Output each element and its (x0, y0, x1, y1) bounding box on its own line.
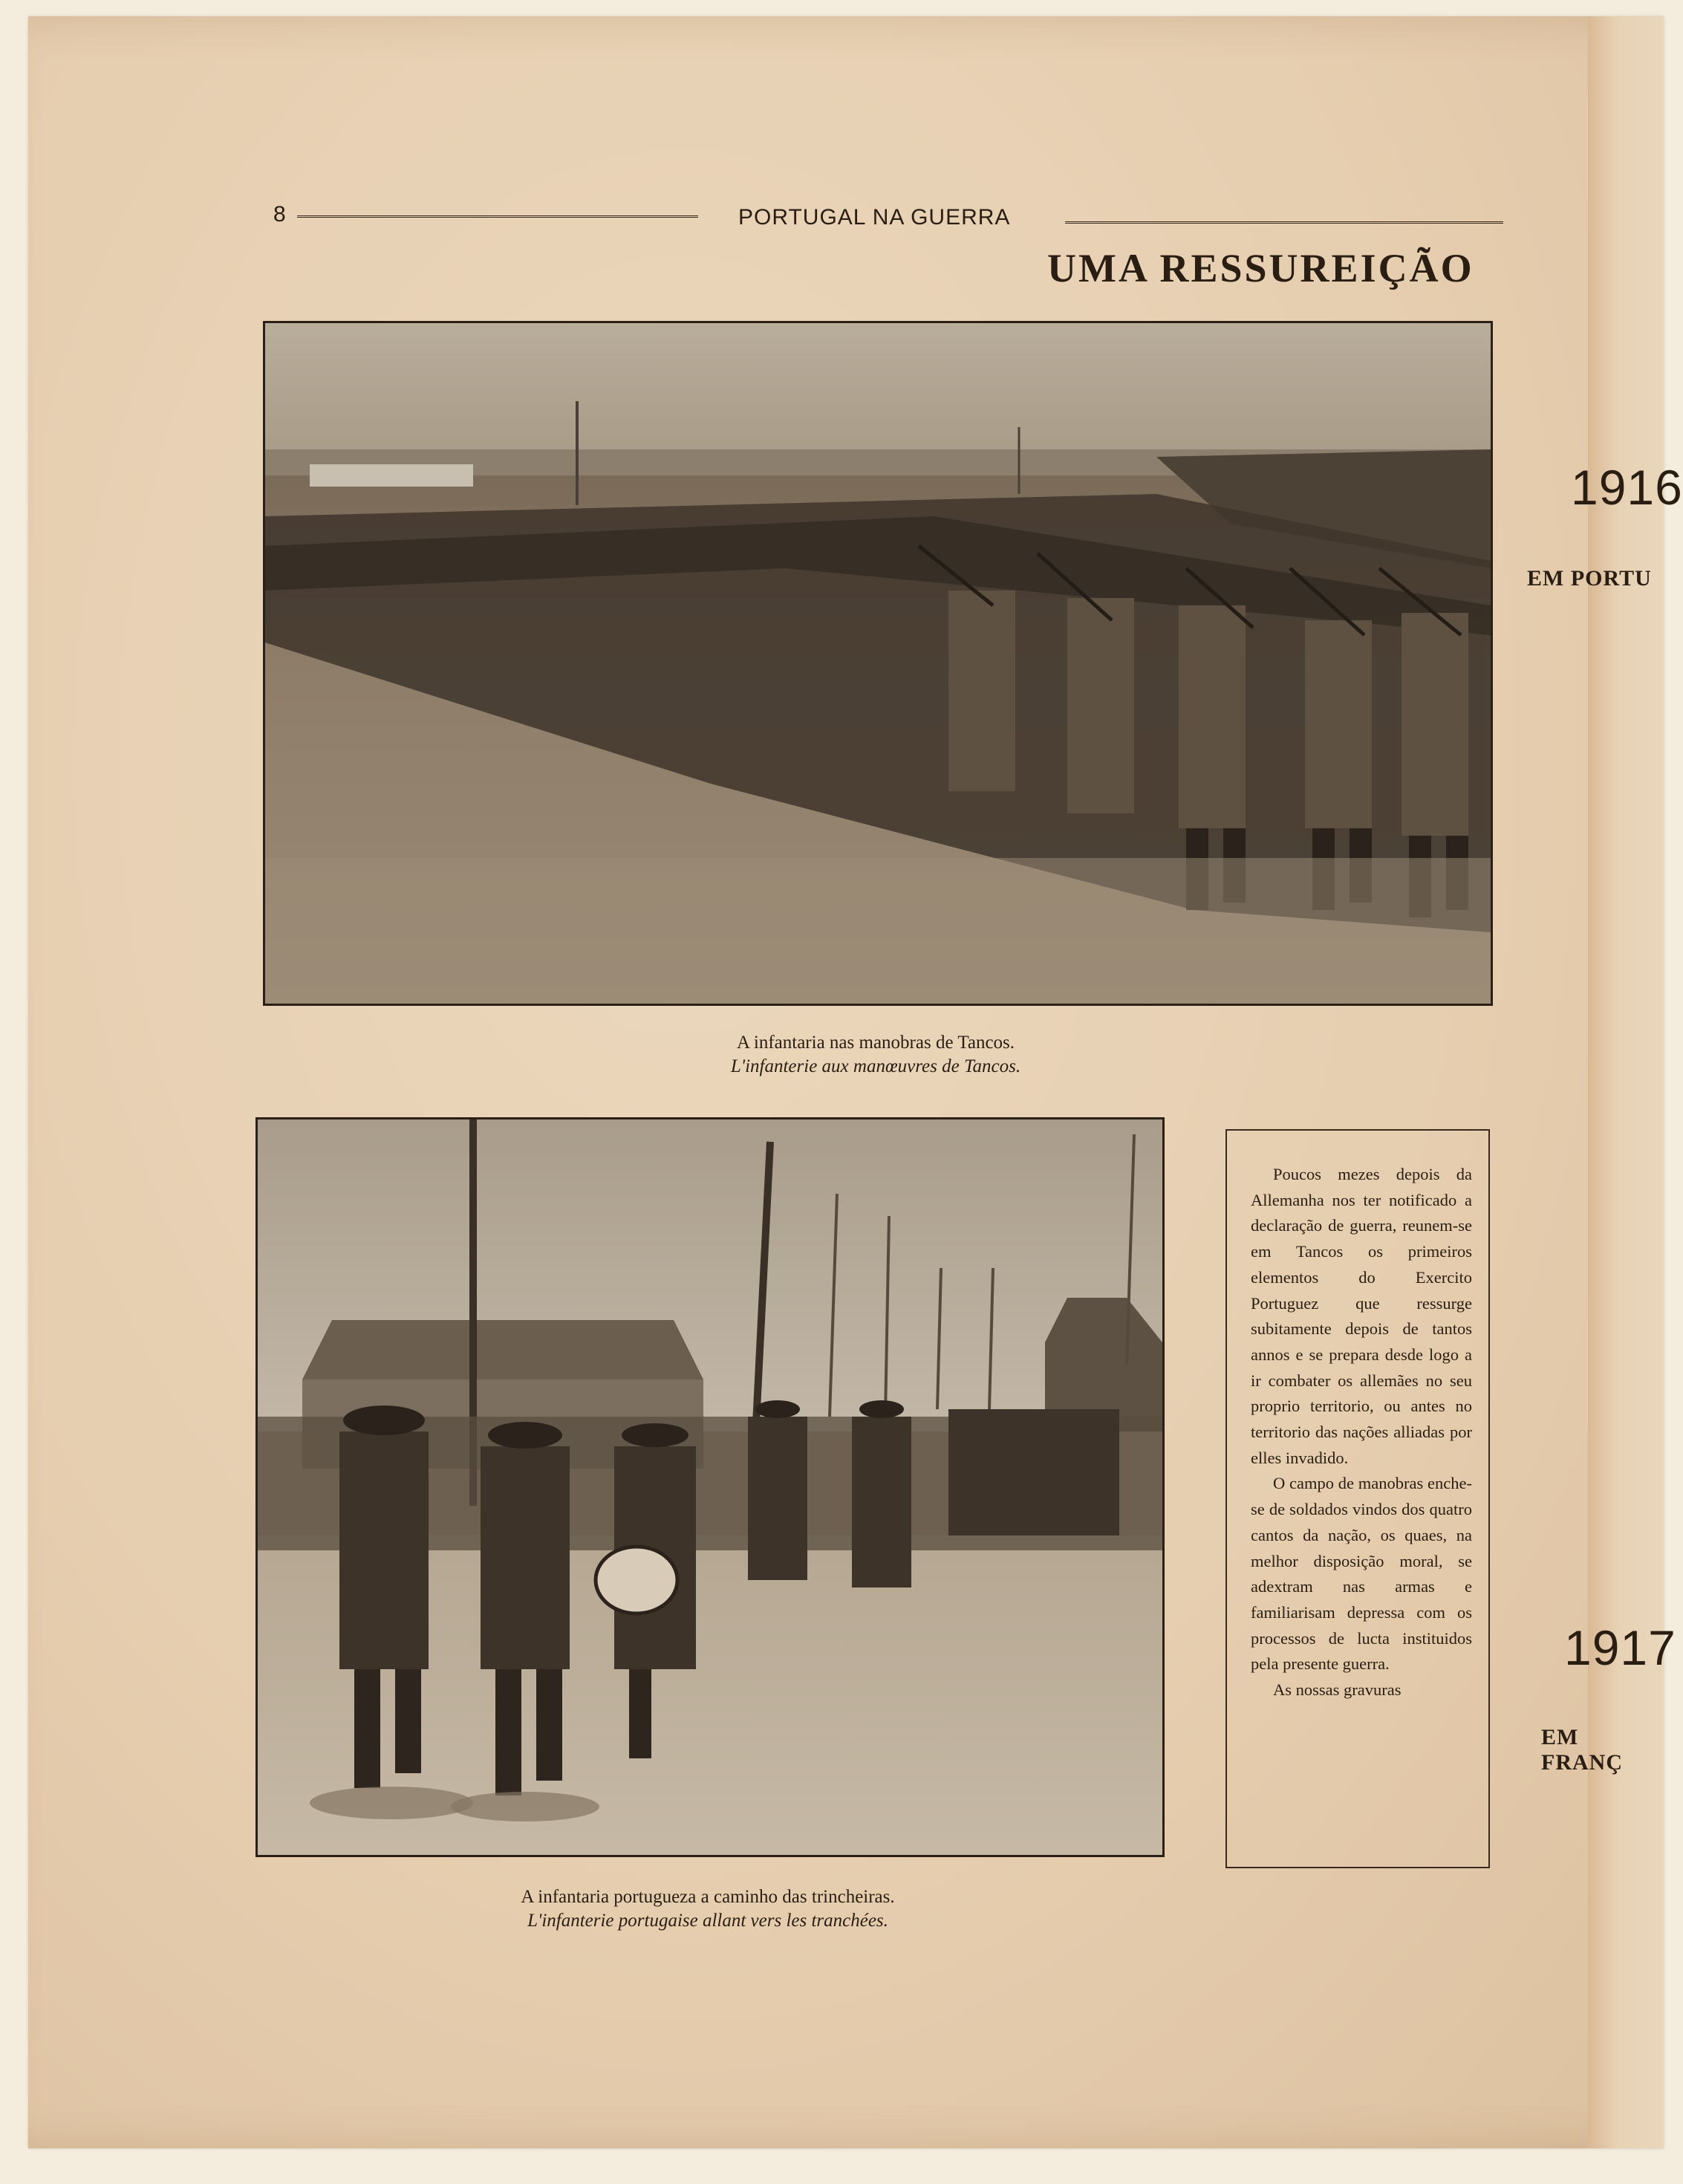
caption-top-fr: L'infanterie aux manœuvres de Tancos. (730, 1056, 1021, 1076)
caption-bottom (255, 1885, 1160, 1933)
side-place-franca: EM FRANÇ (1541, 1725, 1623, 1775)
caption-top-pt: A infantaria nas manobras de Tancos. (736, 1033, 1015, 1053)
photo-infantry-trenches (255, 1117, 1165, 1857)
header-rule-right (1065, 221, 1503, 227)
caption-bottom-pt: A infantaria portugueza a caminho das trincheiras. (521, 1887, 895, 1907)
caption-bottom-fr: L'infanterie portugaise allant vers les tranchées. (527, 1911, 888, 1931)
header-rule-left (297, 215, 698, 221)
article-paragraph-3: As nossas gravuras (1273, 1680, 1402, 1700)
side-place-portugal: EM PORTU (1527, 566, 1652, 591)
running-head: PORTUGAL NA GUERRA (738, 205, 1011, 230)
page-title: UMA RESSUREIÇÃO (1047, 246, 1474, 290)
page-fold (1588, 16, 1664, 2148)
article-paragraph-1: Poucos mezes depois da Allemanha nos ter notificado a declaração de guerra, reunem-se em Tancos os primeiros elementos do Exercito Portuguez que ressurge subitamente depois de tantos annos e se prepara desde logo a ir combater os allemães no seu proprio territorio, ou antes no territorio das nações alliadas por elles invadido. (1251, 1165, 1472, 1467)
article-box (1225, 1129, 1490, 1868)
photo-infantry-tancos (263, 321, 1493, 1006)
side-year-1917: 1917 (1564, 1620, 1676, 1675)
side-year-1916: 1916 (1571, 460, 1683, 515)
photo-infantry-trenches-image (258, 1119, 1162, 1855)
page-number: 8 (273, 202, 286, 227)
caption-top (263, 1031, 1488, 1079)
photo-infantry-tancos-image (265, 323, 1491, 1004)
article-paragraph-2: O campo de manobras enche-se de soldados vindos dos quatro cantos da nação, os quaes, na melhor disposição moral, se adextram nas armas e familiarisam depressa com os processos de lucta instituidos pela presente guerra. (1251, 1474, 1472, 1674)
